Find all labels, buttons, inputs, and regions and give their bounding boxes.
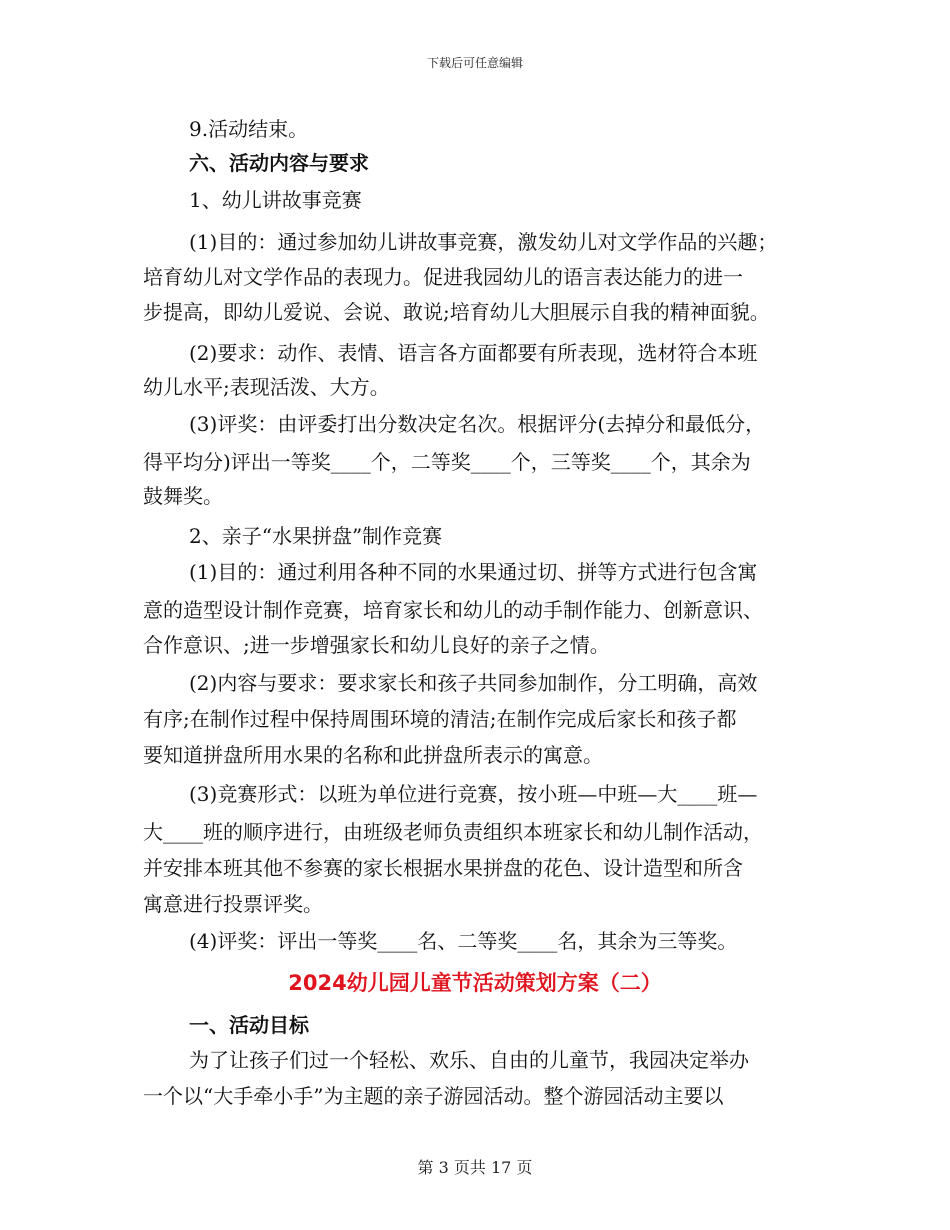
page-header: 下载后可任意编辑	[426, 56, 523, 70]
page-footer: 第 3 页共 17 页	[417, 1158, 533, 1177]
paragraph-line: 要知道拼盘所用水果的名称和此拼盘所表示的寓意。	[143, 743, 603, 767]
paragraph-line: (3)评奖：由评委打出分数决定名次。根据评分(去掉分和最低分，	[189, 412, 766, 436]
subsection-heading: 1、幼儿讲故事竞赛	[189, 188, 362, 212]
paragraph-line: 大____班的顺序进行，由班级老师负责组织本班家长和幼儿制作活动，	[143, 820, 763, 844]
paragraph-line: 幼儿水平;表现活泼、大方。	[143, 375, 390, 399]
paragraph-line: 步提高，即幼儿爱说、会说、敢说;培育幼儿大胆展示自我的精神面貌。	[143, 300, 770, 324]
paragraph-line: 意的造型设计制作竞赛，培育家长和幼儿的动手制作能力、创新意识、	[143, 598, 763, 622]
paragraph-line: 9.活动结束。	[189, 117, 309, 141]
paragraph-line: 一个以“大手牵小手”为主题的亲子游园活动。整个游园活动主要以	[143, 1084, 724, 1108]
paragraph-line: (1)目的：通过参加幼儿讲故事竞赛，激发幼儿对文学作品的兴趣；	[189, 230, 778, 254]
paragraph-line: 为了让孩子们过一个轻松、欢乐、自由的儿童节，我园决定举办	[189, 1048, 749, 1072]
paragraph-line: 得平均分)评出一等奖____个，二等奖____个，三等奖____个，其余为	[143, 450, 751, 474]
paragraph-line: (4)评奖：评出一等奖____名、二等奖____名，其余为三等奖。	[189, 929, 738, 953]
paragraph-line: 鼓舞奖。	[143, 484, 223, 508]
paragraph-line: (2)内容与要求：要求家长和孩子共同参加制作，分工明确，高效	[189, 671, 758, 695]
paragraph-line: (3)竞赛形式：以班为单位进行竞赛，按小班—中班—大____班—	[189, 782, 758, 806]
section-heading: 一、活动目标	[189, 1013, 309, 1037]
section-heading: 六、活动内容与要求	[189, 151, 369, 175]
paragraph-line: 寓意进行投票评奖。	[143, 892, 323, 916]
paragraph-line: (2)要求：动作、表情、语言各方面都要有所表现，选材符合本班	[189, 341, 758, 365]
paragraph-line: 培育幼儿对文学作品的表现力。促进我园幼儿的语言表达能力的进一	[143, 265, 743, 289]
document-title: 2024幼儿园儿童节活动策划方案（二）	[288, 971, 662, 995]
paragraph-line: 有序;在制作过程中保持周围环境的清洁;在制作完成后家长和孩子都	[143, 707, 737, 731]
paragraph-line: 合作意识、;进一步增强家长和幼儿良好的亲子之情。	[143, 633, 610, 657]
paragraph-line: 并安排本班其他不参赛的家长根据水果拼盘的花色、设计造型和所含	[143, 856, 743, 880]
subsection-heading: 2、亲子“水果拼盘”制作竞赛	[189, 524, 443, 548]
paragraph-line: (1)目的：通过利用各种不同的水果通过切、拼等方式进行包含寓	[189, 560, 758, 584]
